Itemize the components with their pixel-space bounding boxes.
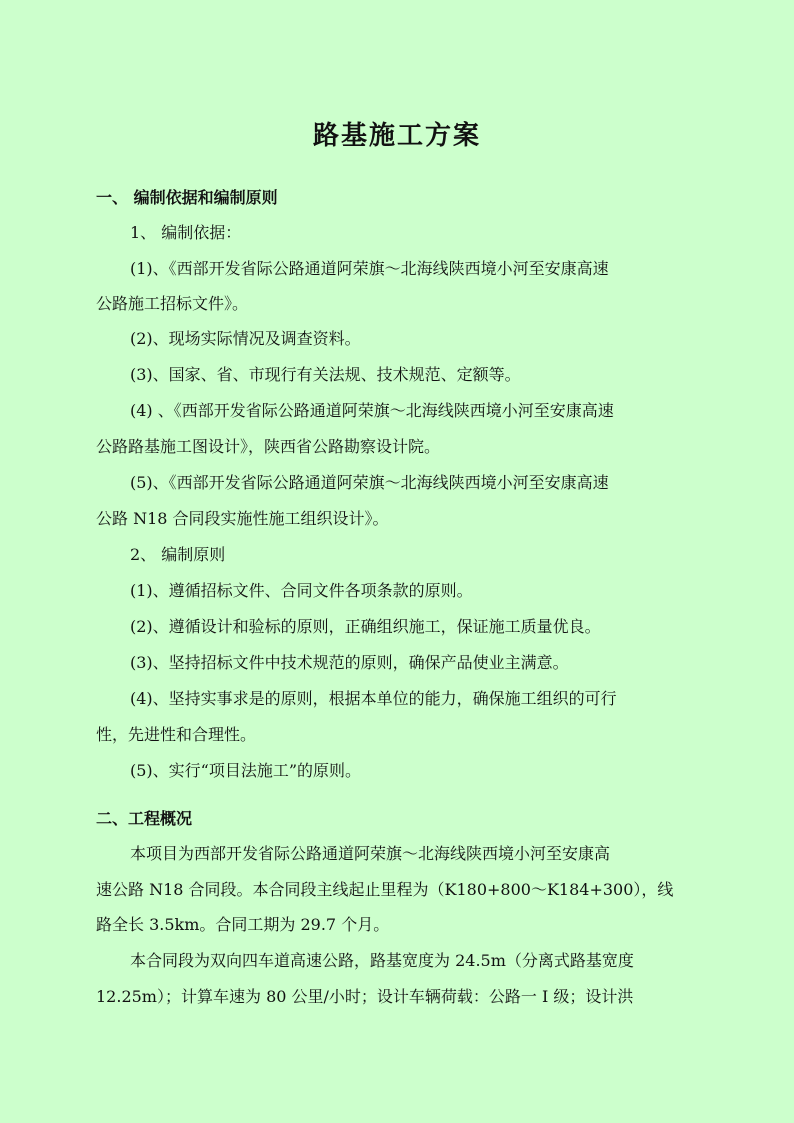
paragraph-line: 本项目为西部开发省际公路通道阿荣旗～北海线陕西境小河至安康高: [130, 844, 611, 863]
paragraph-line: (4) 、《西部开发省际公路通道阿荣旗～北海线陕西境小河至安康高速: [130, 401, 614, 420]
document-title: 路基施工方案: [312, 121, 481, 151]
paragraph-line: (5)、《西部开发省际公路通道阿荣旗～北海线陕西境小河至安康高速: [130, 473, 609, 492]
paragraph-line: (2)、现场实际情况及调查资料。: [130, 329, 361, 348]
paragraph-line: 12.25m）；计算车速为 80 公里/小时；设计车辆荷载：公路一 I 级；设计洪: [96, 987, 634, 1006]
paragraph-line: 公路施工招标文件》。: [96, 294, 249, 313]
subsection-heading-principles: 2、 编制原则: [130, 545, 226, 564]
paragraph-line: (3)、坚持招标文件中技术规范的原则，确保产品使业主满意。: [130, 653, 569, 672]
section-heading-2: 二、工程概况: [96, 809, 193, 828]
subsection-heading-basis: 1、 编制依据：: [130, 223, 242, 242]
paragraph-line: (2)、遵循设计和验标的原则，正确组织施工，保证施工质量优良。: [130, 617, 601, 636]
paragraph-line: 性，先进性和合理性。: [96, 725, 257, 744]
paragraph-line: (3)、国家、省、市现行有关法规、技术规范、定额等。: [130, 365, 521, 384]
paragraph-line: 公路路基施工图设计》，陕西省公路勘察设计院。: [96, 437, 441, 456]
paragraph-line: (1)、遵循招标文件、合同文件各项条款的原则。: [130, 581, 473, 600]
section-heading-1: 一、 编制依据和编制原则: [96, 188, 278, 207]
paragraph-line: 本合同段为双向四车道高速公路，路基宽度为 24.5m（分离式路基宽度: [130, 951, 634, 970]
paragraph-line: 路全长 3.5km。合同工期为 29.7 个月。: [96, 915, 390, 934]
paragraph-line: (4)、坚持实事求是的原则，根据本单位的能力，确保施工组织的可行: [130, 689, 617, 708]
paragraph-line: 速公路 N18 合同段。本合同段主线起止里程为（K180+800～K184+300），线: [96, 880, 674, 899]
paragraph-line: 公路 N18 合同段实施性施工组织设计》。: [96, 509, 389, 528]
paragraph-line: (5)、实行“项目法施工”的原则。: [130, 761, 362, 780]
paragraph-line: (1)、《西部开发省际公路通道阿荣旗～北海线陕西境小河至安康高速: [130, 259, 609, 278]
